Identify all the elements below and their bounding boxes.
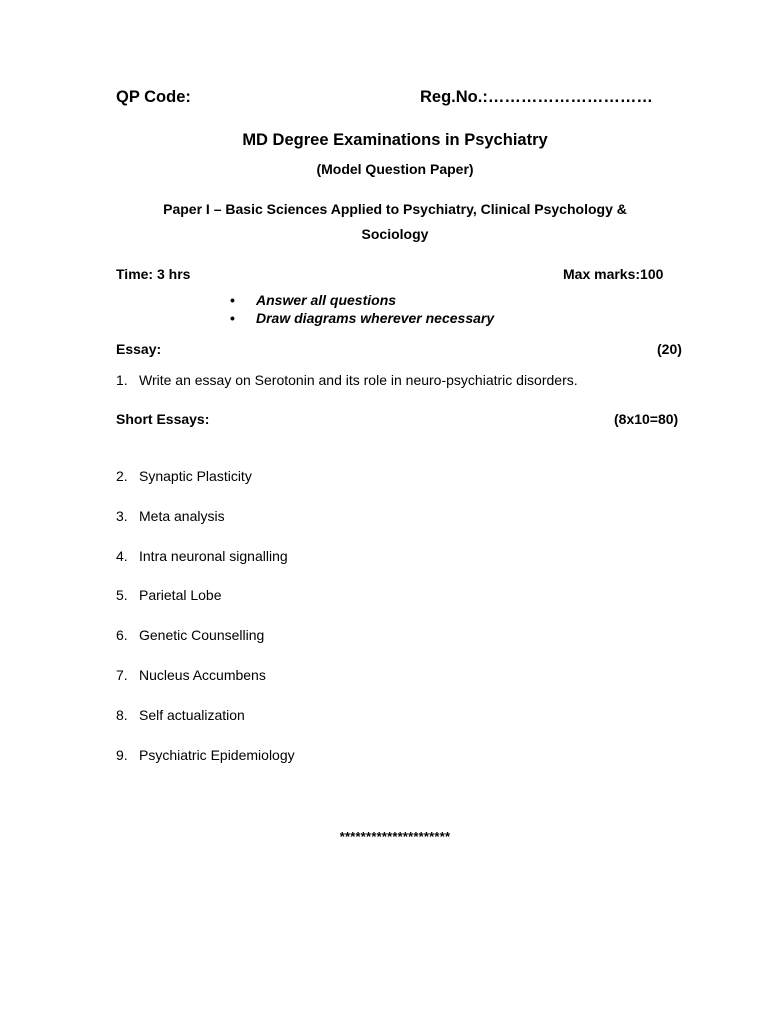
question-number: 9. xyxy=(116,747,128,763)
short-essay-question xyxy=(116,627,264,643)
page-title: MD Degree Examinations in Psychiatry xyxy=(242,131,548,149)
question-number: 5. xyxy=(116,587,128,603)
question-number: 3. xyxy=(116,508,128,524)
question-text: Write an essay on Serotonin and its role in neuro-psychiatric disorders. xyxy=(139,372,578,388)
time-label: Time: 3 hrs xyxy=(116,266,191,282)
short-essay-question xyxy=(116,548,288,564)
question-number: 8. xyxy=(116,707,128,723)
question-number: 2. xyxy=(116,468,128,484)
short-essays-heading: Short Essays: xyxy=(116,411,210,427)
question-text: Parietal Lobe xyxy=(139,587,222,603)
qp-code-label: QP Code: xyxy=(116,88,191,106)
bullet-icon: • xyxy=(230,310,235,326)
end-marker: ********************* xyxy=(339,829,451,844)
instruction-text: Answer all questions xyxy=(256,292,397,308)
question-text: Meta analysis xyxy=(139,508,225,524)
reg-no-field: Reg.No.:………………………… xyxy=(420,88,653,106)
question-text: Self actualization xyxy=(139,707,245,723)
question-text: Synaptic Plasticity xyxy=(139,468,252,484)
question-text: Genetic Counselling xyxy=(139,627,265,643)
short-essay-question xyxy=(116,707,245,723)
question-text: Intra neuronal signalling xyxy=(139,548,288,564)
page-subtitle: (Model Question Paper) xyxy=(316,161,474,177)
question-number: 4. xyxy=(116,548,128,564)
essay-heading: Essay: xyxy=(116,341,162,357)
question-number: 7. xyxy=(116,667,128,683)
essay-marks: (20) xyxy=(657,341,682,357)
instruction-item xyxy=(230,309,494,327)
question-number: 6. xyxy=(116,627,128,643)
question-number: 1. xyxy=(116,372,128,388)
instruction-item xyxy=(230,291,494,309)
short-essay-question xyxy=(116,468,252,484)
max-marks-label: Max marks:100 xyxy=(563,266,664,282)
short-essay-question xyxy=(116,587,222,603)
essay-question xyxy=(116,372,578,388)
bullet-icon: • xyxy=(230,292,235,308)
instruction-text: Draw diagrams wherever necessary xyxy=(256,310,495,326)
short-essays-marks: (8x10=80) xyxy=(614,411,679,427)
short-essay-question xyxy=(116,747,295,763)
instructions-list xyxy=(230,291,494,327)
short-essay-question xyxy=(116,508,225,524)
paper-title-line-2: Sociology xyxy=(361,226,429,242)
question-text: Nucleus Accumbens xyxy=(139,667,266,683)
short-essay-question xyxy=(116,667,266,683)
paper-title-line-1: Paper I – Basic Sciences Applied to Psychiatry, Clinical Psychology & xyxy=(163,201,627,217)
question-text: Psychiatric Epidemiology xyxy=(139,747,295,763)
